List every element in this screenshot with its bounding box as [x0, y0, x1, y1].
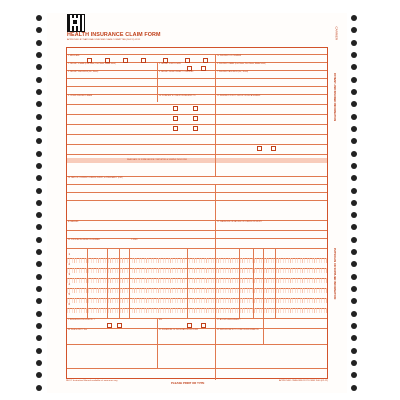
- physician-supplier-info-side-label: PHYSICIAN OR SUPPLIER INFORMATION: [333, 248, 336, 300]
- service-facility-label: 31. SIGNATURE OF PHYSICIAN OR SUPPLIER: [159, 329, 199, 331]
- patient-name-label: 2. PATIENT'S NAME (Last Name, First Name, Middle Initial): [68, 63, 116, 65]
- claim-form-sheet: [47, 13, 347, 393]
- service-line-6: 6: [68, 302, 71, 306]
- relationship-label: 6. PATIENT RELATIONSHIP TO INSURED: [159, 71, 194, 73]
- date-of-service-label: 23. PRIOR AUTHORIZATION NUMBER: [68, 239, 100, 241]
- patient-insured-info-side-label: PATIENT AND INSURED INFORMATION: [333, 73, 336, 122]
- footer-instruction-text: NUCC Instruction Manual available at: www.nucc.org: [66, 380, 118, 382]
- service-line-5: 5: [68, 292, 71, 296]
- total-charge-label: 27. ACCEPT ASSIGNMENT?: [217, 319, 241, 321]
- insured-name-label: 4. INSURED'S NAME (Last Name, First Name, Middle Initial): [217, 63, 266, 65]
- other-insured-name-label: 9. OTHER INSURED'S NAME: [68, 95, 93, 97]
- condition-related-label: 10. IS PATIENT'S CONDITION RELATED TO:: [159, 95, 196, 97]
- medicare-checkbox-label: 1. MEDICARE: [68, 55, 80, 57]
- insured-address-label: 7. INSURED'S ADDRESS (No., Street): [217, 71, 248, 73]
- physician-signature-label: 30. Rsvd for NUCC Use: [68, 329, 88, 331]
- patient-address-label: 5. PATIENT'S ADDRESS (No., Street): [68, 71, 99, 73]
- form-title: HEALTH INSURANCE CLAIM FORM: [67, 32, 161, 38]
- patient-account-label: EIN: [159, 319, 162, 321]
- service-line-1: 1: [68, 252, 71, 256]
- claim-form-grid: [66, 47, 328, 379]
- footer-omb-number: APPROVED OMB-0938-1197 FORM 1500 (02-12): [279, 380, 328, 382]
- service-line-3: 3: [68, 272, 71, 276]
- right-tractor-feed-strip: [349, 12, 359, 394]
- carrier-label: CARRIER: [335, 26, 339, 40]
- left-tractor-feed-strip: [34, 12, 44, 394]
- service-line-4: 4: [68, 282, 71, 286]
- policy-group-label: 11. INSURED'S POLICY GROUP OR FECA NUMBER: [217, 95, 261, 97]
- procedures-label: C. EMG: [131, 239, 138, 241]
- footer-print-notice: PLEASE PRINT OR TYPE: [171, 381, 205, 385]
- service-line-2: 2: [68, 262, 71, 266]
- qr-code-icon: [67, 14, 85, 32]
- form-subtitle: APPROVED BY NATIONAL UNIFORM CLAIM COMMITTEE (NUCC) 02/12: [67, 39, 141, 41]
- insured-id-label: 1a. INSURED'S I.D. NUMBER: [217, 55, 242, 57]
- federal-tax-id-label: J. RENDERING PROVIDER ID. #: [68, 319, 95, 321]
- diagnosis-label: $ CHARGES: [68, 221, 79, 223]
- date-current-illness-label: 14. DATE OF CURRENT ILLNESS, INJURY, or PREGNANCY (LMP): [68, 177, 123, 179]
- resubmission-code-label: 21. DIAGNOSIS OR NATURE OF ILLNESS OR INJURY: [217, 221, 262, 223]
- billing-provider-label: 32. SERVICE FACILITY LOCATION INFORMATION: [217, 329, 259, 331]
- read-back-notice: READ BACK OF FORM BEFORE COMPLETING & SIGNING THIS FORM.: [127, 159, 188, 161]
- birth-date-label: 3. PATIENT'S BIRTH DATE: [159, 63, 181, 65]
